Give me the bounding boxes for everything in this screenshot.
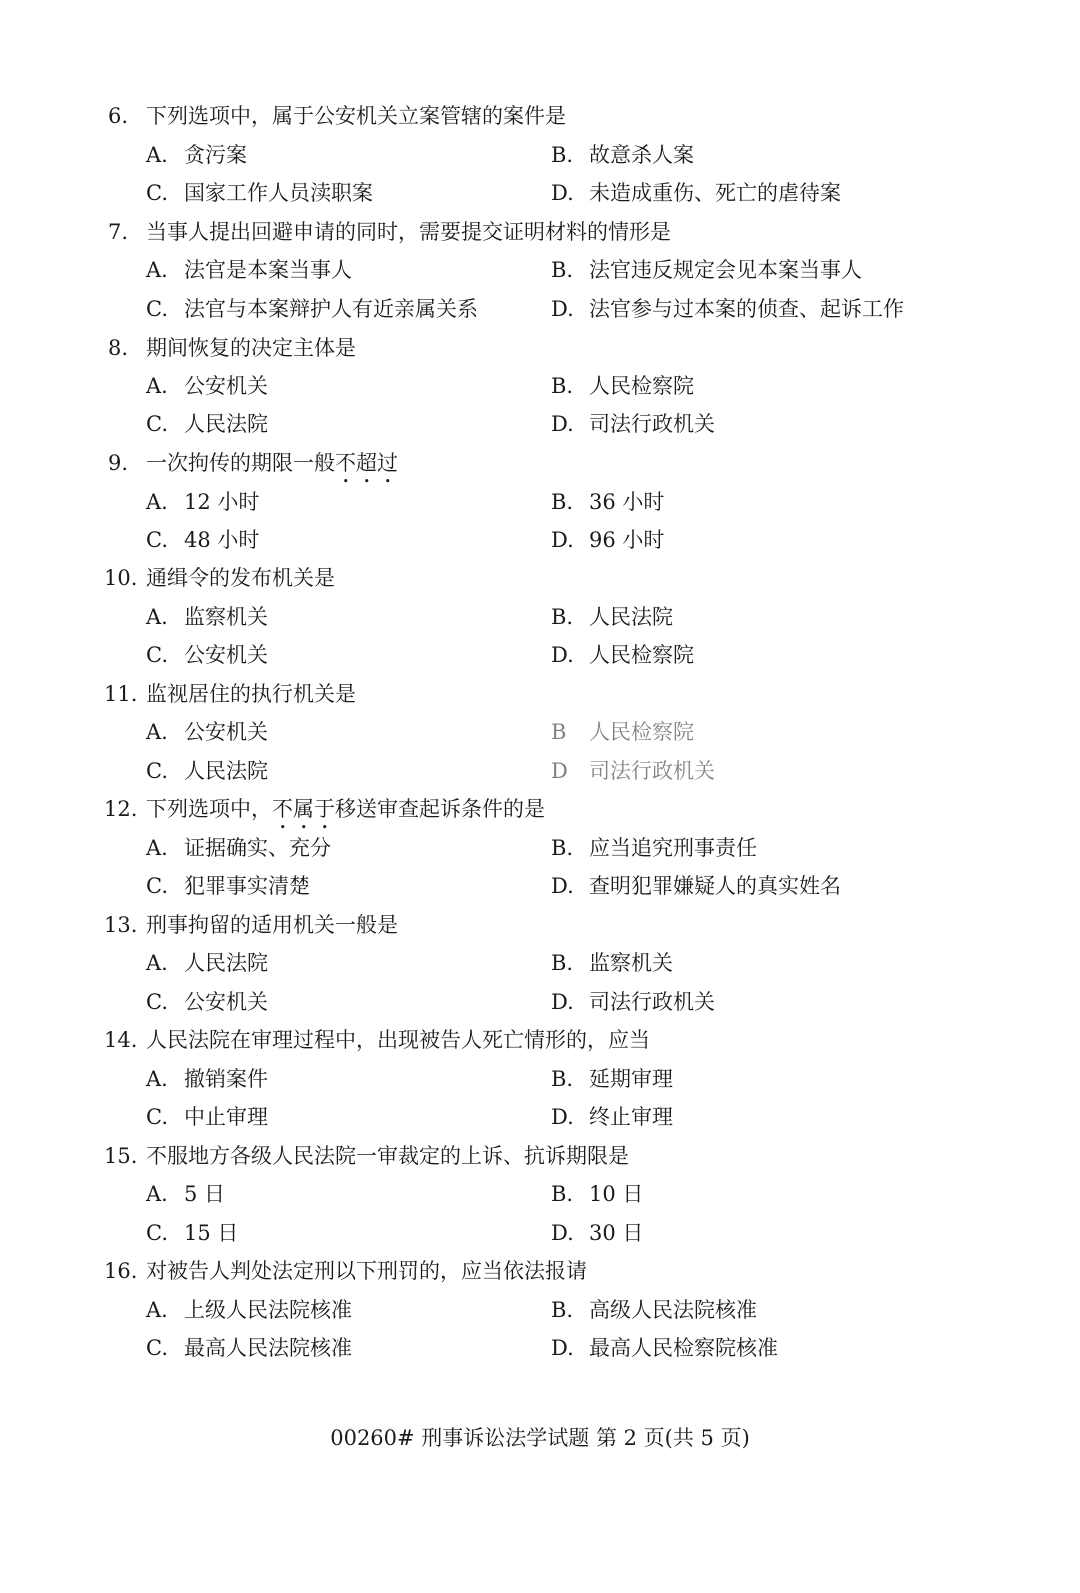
option-text: 法官与本案辩护人有近亲属关系 [184,297,478,321]
option-letter: B. [551,143,574,167]
option-text: 贪污案 [184,143,247,167]
option-c [146,526,259,554]
option-text: 司法行政机关 [589,412,715,436]
option-letter: B. [551,1298,574,1322]
question-stem: 刑事拘留的适用机关一般是 [146,913,398,937]
question-9 [108,449,398,488]
option-text: 36 小时 [589,490,665,514]
option-letter: D. [551,990,574,1014]
option-a [146,949,268,977]
option-a [146,1180,225,1208]
question-number: 13. [104,913,138,937]
option-letter: A. [146,143,168,167]
option-b [551,718,694,746]
question-6 [108,102,566,130]
option-b [551,372,694,400]
option-letter: D. [551,412,574,436]
question-number: 7. [108,220,129,244]
option-letter: A. [146,951,168,975]
option-b [551,141,694,169]
option-text: 人民法院 [589,605,673,629]
option-letter: D. [551,874,574,898]
option-text: 96 小时 [589,528,665,552]
option-letter: D. [551,297,574,321]
option-text: 人民检察院 [589,374,694,398]
option-text: 延期审理 [589,1067,673,1091]
option-text: 公安机关 [184,720,268,744]
question-7 [108,218,671,246]
option-letter: C. [146,874,168,898]
option-c [146,1103,268,1131]
option-text: 公安机关 [184,643,268,667]
option-text: 监察机关 [589,951,673,975]
option-c [146,179,373,207]
option-text: 30 日 [589,1221,644,1245]
option-letter: B. [551,258,574,282]
question-stem: 人民法院在审理过程中，出现被告人死亡情形的，应当 [146,1028,650,1052]
option-c [146,757,268,785]
question-number: 11. [104,682,138,706]
option-text: 证据确实、充分 [184,836,331,860]
option-d [551,179,841,207]
question-number: 14. [104,1028,138,1052]
option-d [551,1219,643,1247]
question-15 [104,1142,629,1170]
option-text: 最高人民检察院核准 [589,1336,778,1360]
option-text: 法官参与过本案的侦查、起诉工作 [589,297,904,321]
question-number: 16. [104,1259,138,1283]
option-text: 司法行政机关 [589,990,715,1014]
question-11 [104,680,356,708]
option-letter: B. [551,836,574,860]
question-number: 12. [104,797,138,821]
option-letter: B. [551,951,574,975]
option-d [551,988,715,1016]
option-text: 故意杀人案 [589,143,694,167]
option-c [146,641,268,669]
option-b [551,949,673,977]
question-stem: 一次拘传的期限一般 [146,451,335,475]
option-letter: B. [551,374,574,398]
option-letter: A. [146,605,168,629]
option-letter: A. [146,720,168,744]
option-letter: A. [146,258,168,282]
option-text: 人民法院 [184,759,268,783]
option-text: 48 小时 [184,528,260,552]
option-text: 监察机关 [184,605,268,629]
question-number: 8. [108,336,129,360]
option-b [551,1296,757,1324]
question-stem-tail: 移送审查起诉条件的是 [335,797,545,821]
option-letter: C. [146,990,168,1014]
option-text: 人民法院 [184,951,268,975]
emphasized-text: 不超过 [335,451,398,475]
option-c [146,1219,238,1247]
option-letter: D [551,759,568,783]
option-text: 应当追究刑事责任 [589,836,757,860]
option-a [146,1296,352,1324]
question-stem: 不服地方各级人民法院一审裁定的上诉、抗诉期限是 [146,1144,629,1168]
option-a [146,488,259,516]
question-number: 10. [104,566,138,590]
option-letter: C. [146,759,168,783]
option-letter: C. [146,1221,168,1245]
option-letter: C. [146,412,168,436]
question-16 [104,1257,587,1285]
question-stem: 监视居住的执行机关是 [146,682,356,706]
option-text: 人民检察院 [589,643,694,667]
question-8 [108,334,356,362]
option-letter: B. [551,490,574,514]
option-text: 法官是本案当事人 [184,258,352,282]
option-letter: D. [551,1105,574,1129]
question-13 [104,911,398,939]
option-text: 12 小时 [184,490,260,514]
option-letter: B [551,720,567,744]
option-letter: C. [146,1336,168,1360]
option-text: 公安机关 [184,990,268,1014]
option-text: 公安机关 [184,374,268,398]
option-text: 撤销案件 [184,1067,268,1091]
option-letter: A. [146,1182,168,1206]
option-b [551,256,862,284]
option-c [146,988,268,1016]
question-number: 6. [108,104,129,128]
option-letter: C. [146,528,168,552]
option-letter: A. [146,1067,168,1091]
option-letter: C. [146,181,168,205]
option-text: 15 日 [184,1221,239,1245]
option-text: 法官违反规定会见本案当事人 [589,258,862,282]
option-text: 未造成重伤、死亡的虐待案 [589,181,841,205]
option-letter: B. [551,605,574,629]
option-d [551,1103,673,1131]
question-stem: 下列选项中， [146,797,272,821]
option-a [146,256,352,284]
option-text: 人民法院 [184,412,268,436]
emphasized-text: 不属于 [272,797,335,821]
option-d [551,295,904,323]
option-d [551,410,715,438]
option-a [146,834,331,862]
option-text: 司法行政机关 [589,759,715,783]
option-letter: C. [146,1105,168,1129]
question-number: 15. [104,1144,138,1168]
option-a [146,372,268,400]
option-text: 查明犯罪嫌疑人的真实姓名 [589,874,841,898]
option-c [146,410,268,438]
option-b [551,834,757,862]
option-text: 人民检察院 [589,720,694,744]
question-12 [104,795,545,834]
page-footer: 00260# 刑事诉讼法学试题 第 2 页(共 5 页) [330,1426,750,1450]
option-c [146,1334,352,1362]
option-text: 终止审理 [589,1105,673,1129]
option-a [146,718,268,746]
option-d [551,1334,778,1362]
option-letter: C. [146,643,168,667]
question-stem: 当事人提出回避申请的同时，需要提交证明材料的情形是 [146,220,671,244]
option-letter: A. [146,1298,168,1322]
option-text: 国家工作人员渎职案 [184,181,373,205]
option-d [551,526,664,554]
option-letter: D. [551,643,574,667]
option-text: 高级人民法院核准 [589,1298,757,1322]
option-letter: D. [551,181,574,205]
question-stem: 通缉令的发布机关是 [146,566,335,590]
question-stem: 对被告人判处法定刑以下刑罚的，应当依法报请 [146,1259,587,1283]
option-c [146,295,478,323]
option-a [146,603,268,631]
option-letter: A. [146,374,168,398]
option-b [551,1180,643,1208]
option-b [551,1065,673,1093]
option-text: 犯罪事实清楚 [184,874,310,898]
option-letter: D. [551,1221,574,1245]
option-a [146,1065,268,1093]
option-letter: A. [146,836,168,860]
option-text: 10 日 [589,1182,644,1206]
option-text: 最高人民法院核准 [184,1336,352,1360]
option-letter: B. [551,1067,574,1091]
option-text: 中止审理 [184,1105,268,1129]
option-letter: D. [551,1336,574,1360]
option-letter: C. [146,297,168,321]
option-d [551,757,715,785]
option-text: 上级人民法院核准 [184,1298,352,1322]
question-10 [104,564,335,592]
option-b [551,603,673,631]
option-d [551,872,841,900]
question-number: 9. [108,451,129,475]
option-a [146,141,247,169]
option-letter: D. [551,528,574,552]
option-b [551,488,664,516]
option-letter: A. [146,490,168,514]
option-text: 5 日 [184,1182,226,1206]
question-stem: 期间恢复的决定主体是 [146,336,356,360]
question-stem: 下列选项中，属于公安机关立案管辖的案件是 [146,104,566,128]
option-c [146,872,310,900]
question-14 [104,1026,650,1054]
option-letter: B. [551,1182,574,1206]
option-d [551,641,694,669]
